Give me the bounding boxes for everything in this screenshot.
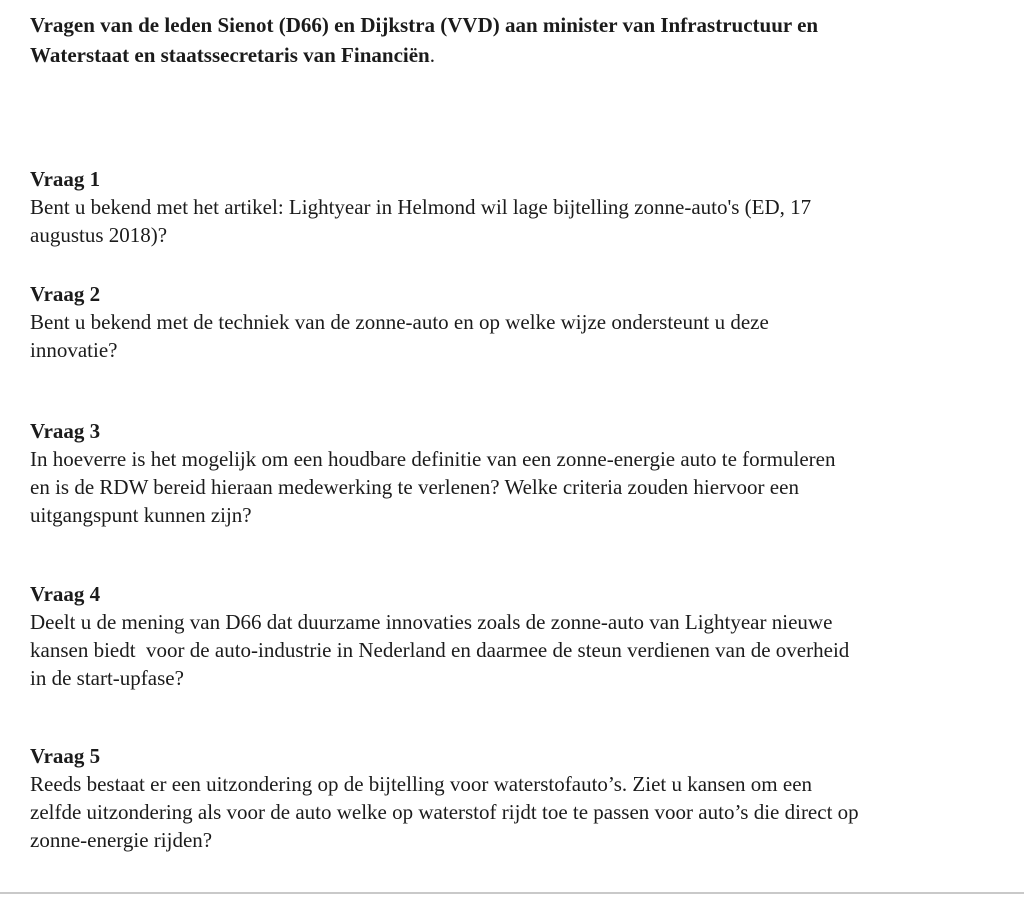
question-line: uitgangspunt kunnen zijn? bbox=[30, 503, 252, 527]
question-block-4 bbox=[30, 580, 990, 692]
document-title bbox=[30, 10, 980, 70]
question-block-3 bbox=[30, 417, 990, 529]
question-line: In hoeverre is het mogelijk om een houdbare definitie van een zonne-energie auto te formuleren bbox=[30, 447, 836, 471]
title-line-1: Vragen van de leden Sienot (D66) en Dijkstra (VVD) aan minister van Infrastructuur en bbox=[30, 13, 819, 37]
question-line: innovatie? bbox=[30, 338, 118, 362]
question-heading: Vraag 5 bbox=[30, 744, 101, 768]
question-line: zonne-energie rijden? bbox=[30, 828, 213, 852]
question-heading: Vraag 3 bbox=[30, 419, 101, 443]
question-line: Reeds bestaat er een uitzondering op de bijtelling voor waterstofauto’s. Ziet u kansen om een bbox=[30, 772, 813, 796]
question-heading: Vraag 4 bbox=[30, 582, 101, 606]
page-bottom-divider bbox=[0, 892, 1024, 894]
question-line: Deelt u de mening van D66 dat duurzame innovaties zoals de zonne-auto van Lightyear nieuwe bbox=[30, 610, 833, 634]
question-block-5 bbox=[30, 742, 990, 854]
question-block-1 bbox=[30, 165, 990, 249]
question-line: Bent u bekend met het artikel: Lightyear in Helmond wil lage bijtelling zonne-auto's (ED, 17 bbox=[30, 195, 812, 219]
question-line: kansen biedt voor de auto-industrie in Nederland en daarmee de steun verdienen van de overheid bbox=[30, 638, 850, 662]
question-heading: Vraag 2 bbox=[30, 282, 101, 306]
title-line-2 bbox=[30, 40, 980, 70]
question-line: zelfde uitzondering als voor de auto welke op waterstof rijdt toe te passen voor auto’s die direct op bbox=[30, 800, 859, 824]
title-line-2-bold: Waterstaat en staatssecretaris van Financiën bbox=[30, 43, 430, 67]
question-heading: Vraag 1 bbox=[30, 167, 101, 191]
question-line: augustus 2018)? bbox=[30, 223, 168, 247]
question-line: en is de RDW bereid hieraan medewerking te verlenen? Welke criteria zouden hiervoor een bbox=[30, 475, 799, 499]
question-line: Bent u bekend met de techniek van de zonne-auto en op welke wijze ondersteunt u deze bbox=[30, 310, 769, 334]
question-line: in de start-upfase? bbox=[30, 666, 184, 690]
question-block-2 bbox=[30, 280, 990, 364]
title-line-2-period: . bbox=[429, 43, 435, 67]
